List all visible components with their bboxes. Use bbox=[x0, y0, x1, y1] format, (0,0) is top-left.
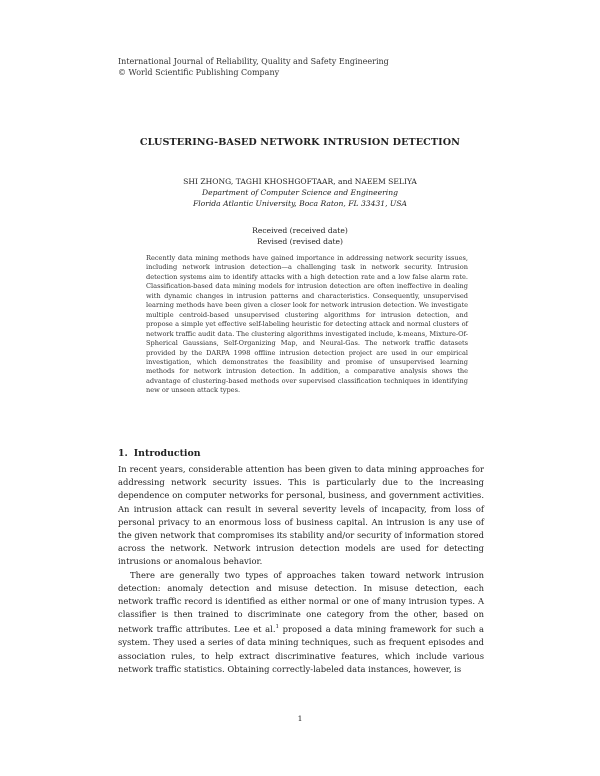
paper-title: CLUSTERING-BASED NETWORK INTRUSION DETECTION bbox=[139, 137, 461, 148]
author-names: SHI ZHONG, TAGHI KHOSHGOFTAAR, and NAEEM SELIYA bbox=[183, 177, 417, 186]
citation-ref: 1 bbox=[275, 624, 280, 631]
revised-date: Revised (revised date) bbox=[257, 237, 343, 246]
page-number: 1 bbox=[297, 714, 303, 723]
journal-header bbox=[118, 56, 389, 78]
abstract: Recently data mining methods have gained importance in addressing network security issues, including network intrusion detection—a challenging task in network security. Intrusion detection systems aim to identify attacks with a high detection rate and a low false alarm rate. Classification-based data mining models for intrusion detection are often ineffective in dealing with dynamic changes in intrusion patterns and characteristics. Consequently, unsupervised learning methods have been given a closer look for network intrusion detection. We investigate multiple centroid-based unsupervised clustering algorithms for intrusion detection, and propose a simple yet effective self-labeling heuristic for detecting attack and normal clusters of network traffic audit data. The clustering algorithms investigated include, k-means, Mixture-Of-Spherical Gaussians, Self-Organizing Map, and Neural-Gas. The network traffic datasets provided by the DARPA 1998 offline intrusion detection project are used in our empirical investigation, which demonstrates the feasibility and promise of unsupervised learning methods for network intrusion detection. In addition, a comparative analysis shows the advantage of clustering-based methods over supervised classification techniques in identifying new or unseen attack types. bbox=[146, 254, 468, 395]
section-number: 1. bbox=[118, 448, 128, 459]
author-department: Department of Computer Science and Engineering bbox=[202, 188, 398, 197]
paragraph-text: proposed a data mining framework for such a system. They used a series of data mining techniques, such as frequent episodes and association rules, to help extract discriminative features, which include various network traffic statistics. Obtaining correctly-labeled data instances, however, is bbox=[118, 624, 484, 674]
section-heading bbox=[118, 448, 201, 459]
paragraph-text: There are generally two types of approaches taken toward network intrusion detection: anomaly detection and misuse detection. In misuse detection, each network traffic record is identified as either normal or one of many intrusion types. A classifier is then trained to discriminate one category from the other, based on network traffic attributes. Lee et al. bbox=[118, 569, 484, 635]
journal-name: International Journal of Reliability, Quality and Safety Engineering bbox=[118, 57, 389, 66]
received-date: Received (received date) bbox=[252, 226, 348, 235]
paragraph: In recent years, considerable attention has been given to data mining approaches for addressing network security issues. This is particularly due to the increasing dependence on computer networks for personal, business, and government activities. An intrusion attack can result in several severity levels of incapacity, from loss of personal privacy to an enormous loss of business capital. An intrusion is any use of the given network that compromises its stability and/or security of information stored across the network. Network intrusion detection models are used for detecting intrusions or anomalous behavior. bbox=[118, 464, 484, 567]
author-block bbox=[0, 176, 600, 209]
section-title: Introduction bbox=[133, 448, 201, 459]
submission-dates bbox=[0, 225, 600, 247]
author-affiliation: Florida Atlantic University, Boca Raton, FL 33431, USA bbox=[192, 199, 408, 208]
paragraph bbox=[118, 569, 484, 676]
publisher-line: © World Scientific Publishing Company bbox=[118, 68, 280, 77]
section-body bbox=[118, 463, 484, 676]
